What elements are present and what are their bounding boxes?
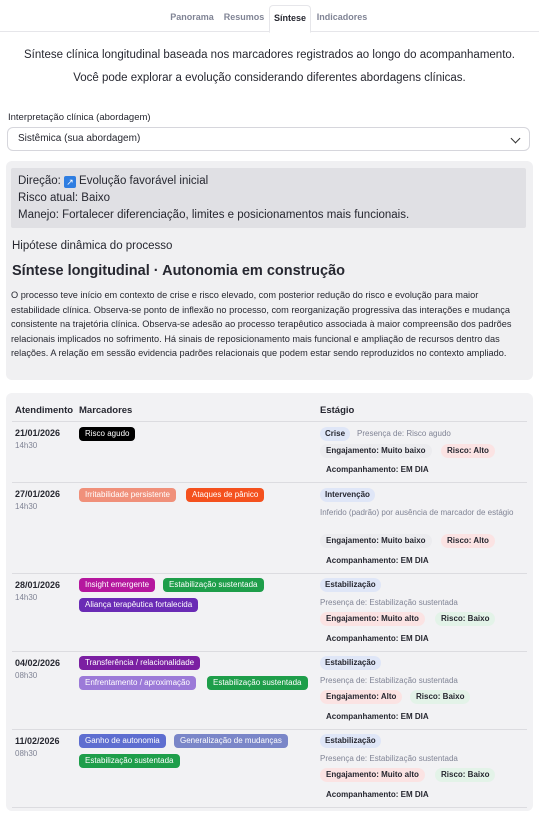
- risk-pill: Risco: Alto: [441, 534, 495, 548]
- marker-chip: Ataques de pânico: [186, 488, 264, 502]
- marker-chip: Estabilização sustentada: [79, 754, 180, 768]
- row-date: 21/01/2026: [15, 428, 61, 438]
- risk-pill: Risco: Baixo: [435, 612, 495, 626]
- row-divider: [12, 651, 527, 652]
- row-date: 28/01/2026: [15, 580, 61, 590]
- stage-presence: Presença de: Risco agudo: [357, 429, 451, 438]
- engagement-pill: Engajamento: Muito baixo: [320, 444, 432, 458]
- row-divider: [12, 421, 527, 422]
- current-risk: Risco atual: Baixo: [18, 192, 111, 204]
- marker-chip: Risco agudo: [79, 427, 135, 441]
- header-marcadores: Marcadores: [79, 405, 133, 416]
- follow-status: Acompanhamento: EM DIA: [326, 712, 429, 721]
- direction-box: [11, 168, 526, 228]
- tab-resumos[interactable]: Resumos: [223, 12, 265, 22]
- follow-status: Acompanhamento: EM DIA: [326, 556, 429, 565]
- risk-pill: Risco: Baixo: [410, 690, 470, 704]
- row-date: 04/02/2026: [15, 658, 61, 668]
- marker-chip: Irritabilidade persistente: [79, 488, 176, 502]
- stage-badge: Crise: [320, 427, 350, 441]
- approach-select-value: Sistêmica (sua abordagem): [18, 133, 141, 144]
- marker-chip: Transferência / relacionalidade: [79, 656, 200, 670]
- risk-pill: Risco: Baixo: [435, 768, 495, 782]
- direction-value: Evolução favorável inicial: [79, 175, 209, 187]
- follow-status: Acompanhamento: EM DIA: [326, 790, 429, 799]
- follow-status: Acompanhamento: EM DIA: [326, 465, 429, 474]
- row-date: 27/01/2026: [15, 489, 61, 499]
- header-estagio: Estágio: [320, 405, 355, 416]
- engagement-pill: Engajamento: Muito alto: [320, 768, 425, 782]
- marker-chip: Enfrentamento / aproximação: [79, 676, 196, 690]
- intro-line-1: Síntese clínica longitudinal baseada nos marcadores registrados ao longo do acompanhamento.: [24, 49, 515, 61]
- stage-presence: Inferido (padrão) por ausência de marcador de estágio: [320, 508, 514, 517]
- risk-pill: Risco: Alto: [441, 444, 495, 458]
- row-time: 14h30: [15, 441, 38, 450]
- marker-chip: Generalização de mudanças: [174, 734, 288, 748]
- stage-presence: Presença de: Estabilização sustentada: [320, 676, 458, 685]
- stage-presence: Presença de: Estabilização sustentada: [320, 598, 458, 607]
- row-time: 08h30: [15, 749, 38, 758]
- approach-select[interactable]: [7, 127, 530, 151]
- stage-badge: Estabilização: [320, 578, 381, 592]
- marker-chip: Insight emergente: [79, 578, 155, 592]
- stage-badge: Intervenção: [320, 488, 375, 502]
- row-date: 11/02/2026: [15, 736, 60, 746]
- row-time: 14h30: [15, 593, 38, 602]
- row-divider: [12, 807, 527, 808]
- tab-indicadores[interactable]: Indicadores: [316, 12, 368, 22]
- engagement-pill: Engajamento: Muito baixo: [320, 534, 432, 548]
- engagement-pill: Engajamento: Alto: [320, 690, 402, 704]
- marker-chip: Estabilização sustentada: [207, 676, 308, 690]
- row-divider: [12, 729, 527, 730]
- row-divider: [12, 573, 527, 574]
- tab-sintese[interactable]: Síntese: [269, 5, 311, 33]
- approach-select-label: Interpretação clínica (abordagem): [8, 112, 151, 123]
- row-time: 08h30: [15, 671, 38, 680]
- intro-line-2: Você pode explorar a evolução considerando diferentes abordagens clínicas.: [73, 72, 466, 84]
- stage-badge: Estabilização: [320, 734, 381, 748]
- follow-status: Acompanhamento: EM DIA: [326, 634, 429, 643]
- marker-chip: Ganho de autonomia: [79, 734, 166, 748]
- engagement-pill: Engajamento: Muito alto: [320, 612, 425, 626]
- stage-presence: Presença de: Estabilização sustentada: [320, 754, 458, 763]
- row-divider: [12, 482, 527, 483]
- hypothesis-heading: Hipótese dinâmica do processo: [12, 240, 173, 252]
- marker-chip: Estabilização sustentada: [163, 578, 264, 592]
- chevron-down-icon: [511, 134, 521, 144]
- tab-panorama[interactable]: Panorama: [170, 12, 214, 22]
- synthesis-title: Síntese longitudinal · Autonomia em construção: [12, 263, 345, 279]
- marker-chip: Aliança terapêutica fortalecida: [79, 598, 198, 612]
- tab-bar: [0, 5, 539, 32]
- row-time: 14h30: [15, 502, 38, 511]
- management: Manejo: Fortalecer diferenciação, limites e posicionamentos mais funcionais.: [18, 209, 410, 221]
- header-atendimento: Atendimento: [15, 405, 74, 416]
- trend-up-icon: ↗: [64, 176, 76, 188]
- synthesis-text: O processo teve início em contexto de crise e risco elevado, com posterior redução do risco e evolução para maior estabilidade clínica. Observa-se ponto de inflexão no processo, com reorganização progressiva das interações e mudança consistente na trajetória clínica. Observa-se adesão ao processo terapêutico associada à maior compreensão dos padrões relacionais implicados no sofrimento. Há sinais de reposicionamento mais funcional e ampliação de recursos dentro das relações. A relação em sessão evidencia padrões relacionais que podem estar sendo reproduzidos no contexto ampliado.: [11, 290, 512, 358]
- stage-badge: Estabilização: [320, 656, 381, 670]
- direction-label: Direção:: [18, 175, 61, 187]
